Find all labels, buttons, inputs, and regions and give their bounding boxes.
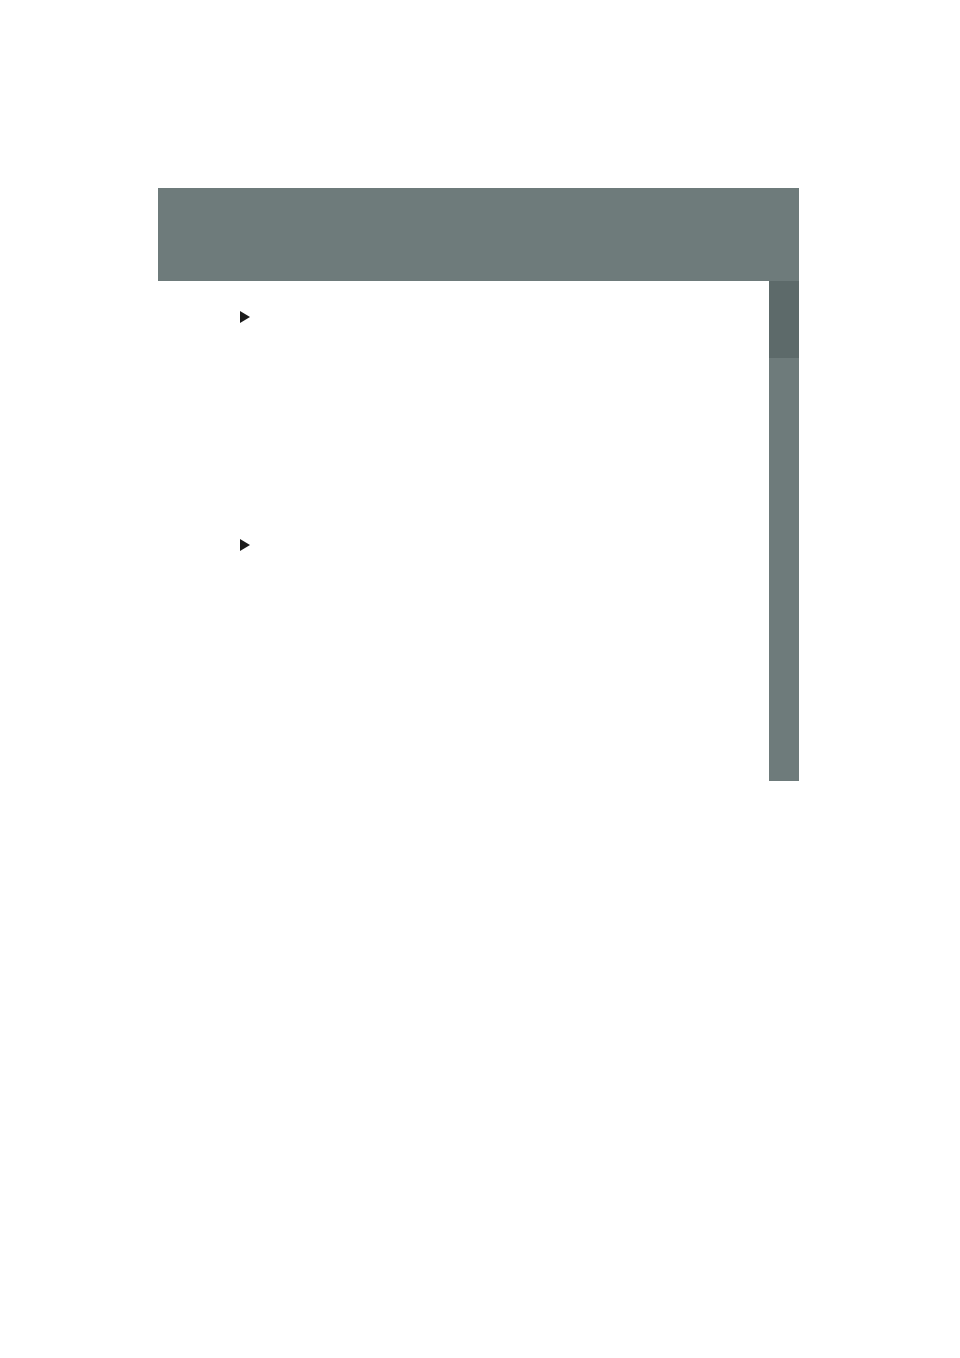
step-text (380, 421, 760, 521)
step-text (380, 363, 760, 409)
tune-scroll-knob-icon (545, 421, 595, 467)
step-text (380, 593, 760, 647)
tune-scroll-knob-icon (382, 601, 432, 647)
chapter-title (774, 391, 794, 761)
step-label (293, 421, 380, 521)
triangle-bullet-icon (240, 539, 250, 551)
history-step-2 (293, 593, 760, 647)
tune-scroll-knob-icon (382, 363, 432, 409)
history-step-1 (293, 533, 760, 587)
tune-scroll-knob-icon (258, 305, 308, 351)
tune-scroll-knob-icon (407, 675, 457, 721)
chapter-side-tab (769, 281, 799, 781)
step-text (380, 533, 760, 587)
entry-step-2 (293, 421, 760, 521)
option-letter (380, 667, 405, 721)
entry-step-1 (293, 363, 760, 409)
triangle-bullet-icon (240, 311, 250, 323)
option-b (380, 667, 760, 721)
step-label (293, 363, 380, 409)
tune-scroll-knob-icon (382, 541, 432, 587)
header-band (158, 188, 799, 281)
tune-scroll-knob-icon (382, 475, 432, 521)
step-label (293, 593, 380, 647)
option-text (405, 667, 760, 721)
page-content (240, 305, 760, 721)
bullet-entry (240, 305, 760, 351)
side-tab-top (769, 281, 799, 358)
step-label (293, 533, 380, 587)
